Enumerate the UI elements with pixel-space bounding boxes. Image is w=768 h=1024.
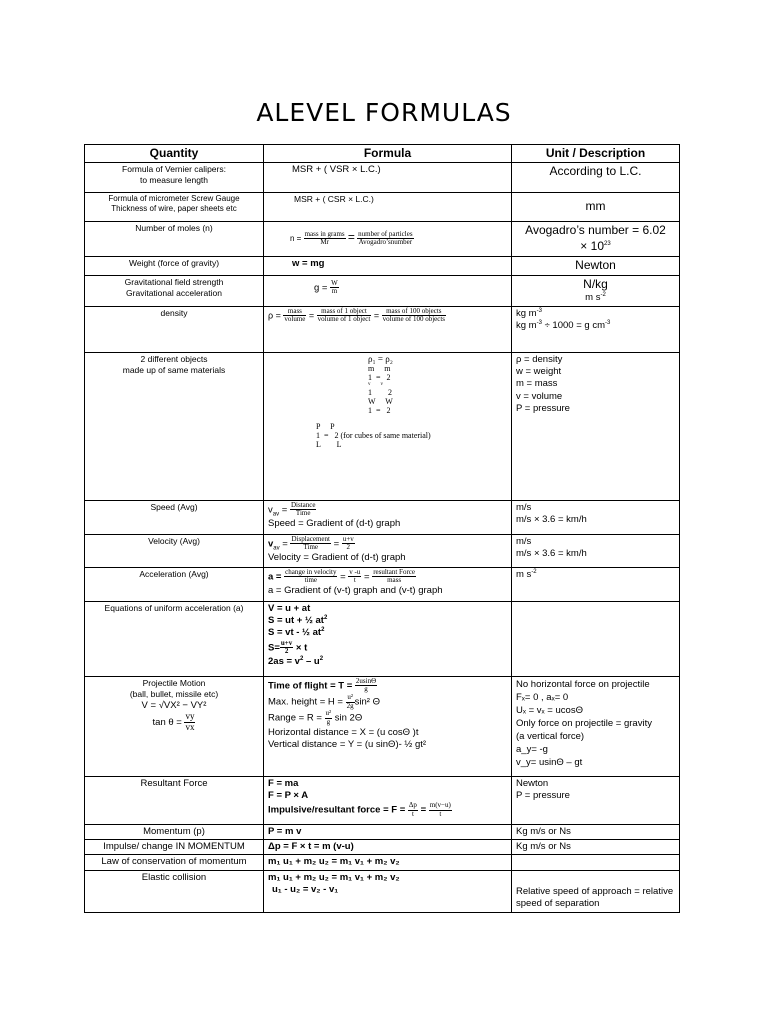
denominator: Time xyxy=(303,543,318,552)
exponent: 2 xyxy=(323,614,328,621)
fraction xyxy=(290,536,331,552)
formula-text xyxy=(268,627,507,639)
unit-cell xyxy=(512,257,680,276)
numerator: u+v xyxy=(342,534,354,543)
formula-cell xyxy=(264,601,512,676)
formula-part: Impulsive/resultant force = F = xyxy=(268,804,406,816)
equals: = xyxy=(281,504,288,516)
header-formula: Formula xyxy=(264,145,512,163)
denominator: t xyxy=(411,809,414,818)
formula-text: m₁ u₁ + m₂ u₂ = m₁ v₁ + m₂ v₂ xyxy=(268,871,400,883)
denominator: time xyxy=(304,576,318,585)
quantity-cell xyxy=(85,163,264,193)
denominator: vx xyxy=(185,721,195,732)
formula-text: Horizontal distance = X = (u cosΘ )t xyxy=(268,726,419,738)
formula-cell xyxy=(264,500,512,534)
quantity-cell xyxy=(85,676,264,776)
formula-part: – u xyxy=(303,655,320,667)
unit-text: According to L.C. xyxy=(549,164,642,178)
unit-text: Kg m/s or Ns xyxy=(516,825,571,837)
quantity-text: Equations of uniform acceleration (a) xyxy=(104,602,244,613)
formula-cell: ρ = $\frac{\text{mass}}{\text{volume}}$ = $\frac{\text{mass of 1 object}}{\text{volume of 1 object}}$ = $\frac{\text{mass of 100 objects}}{\text{volume of 100 objects}}$ xyxy=(264,306,512,352)
unit-text: Avogadro’s number = 6.02 xyxy=(525,223,666,237)
denominator: t xyxy=(353,576,356,585)
formula-text: Velocity = Gradient of (d-t) graph xyxy=(268,551,406,563)
fraction xyxy=(348,569,361,585)
quantity-cell xyxy=(85,855,264,870)
header-quantity: Quantity xyxy=(85,145,264,163)
formula-part: S = ut + ½ at xyxy=(268,614,324,626)
formula-text: V = u + at xyxy=(268,602,311,614)
formula-text: u₁ - u₂ = v₂ - v₁ xyxy=(272,883,339,895)
formula-text: 1 = 2 xyxy=(368,373,391,383)
unit-text: No horizontal force on projectile xyxy=(516,678,650,690)
formula-cell xyxy=(264,257,512,276)
quantity-text: Law of conservation of momentum xyxy=(101,856,247,868)
formula-lhs: g = xyxy=(314,282,328,294)
formula-text: 1 2 xyxy=(368,388,392,397)
table-row xyxy=(85,500,680,534)
formula-text: P P xyxy=(316,421,335,431)
formula-text: Speed = Gradient of (d-t) graph xyxy=(268,517,401,529)
quantity-text: Resultant Force xyxy=(140,777,208,789)
equals: = xyxy=(347,230,355,244)
unit-text: (a vertical force) xyxy=(516,730,585,742)
exponent: -2 xyxy=(600,292,606,299)
unit-text: ρ = density xyxy=(516,353,563,365)
formula-text: P = m v xyxy=(268,825,302,837)
fraction xyxy=(280,640,293,656)
table-row xyxy=(85,534,680,567)
quantity-text: Formula of micrometer Screw Gauge xyxy=(108,194,240,203)
formula-part: S= xyxy=(268,642,280,654)
formula-lhs: ρ = xyxy=(268,310,281,321)
unit-text: m/s xyxy=(516,535,532,547)
unit-part: ÷ 1000 = g cm xyxy=(544,319,605,331)
denominator: g xyxy=(326,717,331,726)
formula-cell xyxy=(264,776,512,824)
subscript: av xyxy=(273,545,280,552)
formula-part: v xyxy=(268,504,273,516)
formula-cell xyxy=(264,193,512,222)
formula-text xyxy=(268,615,507,627)
formula-lhs: n = xyxy=(290,234,302,243)
formula-text: W W xyxy=(368,397,393,407)
unit-part: kg m xyxy=(516,307,537,319)
formula-note: (for cubes of same material) xyxy=(340,430,431,440)
unit-text: v_y= usinΘ – gt xyxy=(516,757,583,769)
formula-cell xyxy=(264,352,512,500)
quantity-cell xyxy=(85,534,264,567)
formula-part: S = vt - ½ at xyxy=(268,627,322,639)
unit-text: Newton xyxy=(516,777,549,789)
fraction xyxy=(408,802,418,818)
quantity-cell xyxy=(85,275,264,306)
table-row xyxy=(85,257,680,276)
numerator: Distance xyxy=(290,500,316,509)
quantity-text: Speed (Avg) xyxy=(150,501,198,512)
fraction xyxy=(372,569,416,585)
table-row xyxy=(85,352,680,500)
table-row xyxy=(85,222,680,257)
quantity-text: Projectile Motion xyxy=(142,677,206,688)
formula-part: Max. height = H = xyxy=(268,696,343,708)
unit-text: m = mass xyxy=(516,378,558,390)
formula-text: a = $\frac{\text{change in velocity}}{\text{time}}$ = $\frac{v -u}{t}$ = $\frac{\text{resultant Force}}{\text{mass}}$ xyxy=(268,567,415,585)
formula-text: w = mg xyxy=(292,258,325,269)
quantity-cell xyxy=(85,257,264,276)
equals: = xyxy=(282,538,288,550)
quantity-text: Gravitational acceleration xyxy=(126,287,222,298)
fraction xyxy=(357,231,413,247)
denominator: Mr xyxy=(320,238,329,247)
table-row xyxy=(85,839,680,854)
unit-text xyxy=(516,320,675,332)
formula-cell xyxy=(264,163,512,193)
table-row xyxy=(85,824,680,839)
numerator: vy xyxy=(185,710,195,721)
unit-text: a_y= -g xyxy=(516,744,548,756)
quantity-text: Weight (force of gravity) xyxy=(128,258,220,268)
table-row xyxy=(85,193,680,222)
formula-part: × t xyxy=(295,642,308,654)
unit-cell xyxy=(512,306,680,352)
numerator: resultant Force xyxy=(373,567,415,576)
unit-part: kg m xyxy=(516,319,537,331)
formula-text xyxy=(316,431,507,440)
unit-cell xyxy=(512,776,680,824)
formula-part: Range = R = xyxy=(268,712,322,724)
formula-text: m₁ u₁ + m₂ u₂ = m₁ v₁ + m₂ v₂ xyxy=(268,856,400,868)
fraction xyxy=(283,308,306,324)
fraction xyxy=(346,694,355,710)
quantity-text: Number of moles (n) xyxy=(135,223,213,233)
fraction xyxy=(355,678,377,694)
quantity-text: Gravitational field strength xyxy=(124,276,224,287)
formula-text: F = ma xyxy=(268,777,299,789)
numerator: u² xyxy=(325,709,332,718)
quantity-text: to measure length xyxy=(139,175,209,186)
numerator: mass of 100 objects xyxy=(382,308,446,317)
exponent: 23 xyxy=(604,240,611,247)
numerator: mass in grams xyxy=(304,229,345,238)
denominator: 2 xyxy=(346,543,351,552)
denominator: volume xyxy=(284,315,306,324)
numerator: number of particles xyxy=(358,229,413,238)
unit-text: Relative speed of approach = relative speed of separation xyxy=(516,885,674,910)
table-header-row xyxy=(85,145,680,163)
unit-text: N/kg xyxy=(583,276,608,291)
fraction xyxy=(330,280,339,296)
unit-text xyxy=(516,292,675,304)
formula-text xyxy=(268,710,507,726)
quantity-cell xyxy=(85,193,264,222)
formula-cell xyxy=(264,839,512,854)
formula-text: F = P × A xyxy=(268,789,309,801)
denominator: volume of 1 object xyxy=(317,315,371,324)
table-row xyxy=(85,855,680,870)
formula-text: 1 = 2 xyxy=(368,406,391,416)
denominator: Avogadro’snumber xyxy=(358,238,413,247)
denominator: m xyxy=(331,287,338,296)
unit-text: m/s × 3.6 = km/h xyxy=(516,513,587,525)
unit-text xyxy=(516,239,675,255)
denominator: 2 xyxy=(284,647,289,656)
exponent: -3 xyxy=(604,319,611,326)
formula-part: Time of flight = T = xyxy=(268,680,353,692)
denominator: 2g xyxy=(346,701,354,710)
fraction xyxy=(317,308,372,324)
quantity-text: Thickness of wire, paper sheets etc xyxy=(111,204,237,214)
quantity-text: density xyxy=(160,307,188,318)
unit-cell xyxy=(512,676,680,776)
unit-cell xyxy=(512,275,680,306)
fraction xyxy=(304,231,346,247)
formula-text xyxy=(268,656,507,668)
unit-text: m s xyxy=(516,568,532,580)
quantity-text: Formula of Vernier calipers: xyxy=(122,164,226,174)
unit-text: Newton xyxy=(575,258,616,272)
formula-cell xyxy=(264,275,512,306)
formula-cell xyxy=(264,870,512,912)
unit-cell xyxy=(512,567,680,601)
subscript: av xyxy=(272,511,280,518)
unit-cell xyxy=(512,534,680,567)
table-row xyxy=(85,676,680,776)
numerator: v -u xyxy=(349,567,361,576)
quantity-cell xyxy=(85,776,264,824)
table-row xyxy=(85,601,680,676)
denominator: volume of 100 objects xyxy=(382,315,446,324)
formula-cell xyxy=(264,534,512,567)
formula-text: Impulsive/resultant force = F = $\frac{\Delta p}{t}$ = $\frac{m(v-u)}{t}$ xyxy=(268,801,451,818)
formula-text: Vertical distance = Y = (u sinΘ)- ½ gt² xyxy=(268,738,427,750)
numerator: Displacement xyxy=(291,534,330,543)
quantity-cell xyxy=(85,824,264,839)
header-unit: Unit / Description xyxy=(512,145,680,163)
formula-part: tan θ = xyxy=(152,716,182,728)
numerator: Δp xyxy=(408,801,417,810)
unit-cell xyxy=(512,824,680,839)
quantity-cell xyxy=(85,567,264,601)
unit-cell xyxy=(512,352,680,500)
table-row xyxy=(85,306,680,352)
quantity-cell xyxy=(85,870,264,912)
unit-text: w = weight xyxy=(516,365,562,377)
fraction xyxy=(284,569,337,585)
page-title: ALEVEL FORMULAS xyxy=(256,98,512,127)
denominator: t xyxy=(439,809,442,818)
numerator: mass xyxy=(283,308,306,317)
formula-text: L L xyxy=(316,439,342,449)
formula-cell xyxy=(264,567,512,601)
formula-part: sin 2Θ xyxy=(334,712,363,724)
denominator: Time xyxy=(295,509,311,518)
formula-text: a = Gradient of (v-t) graph and (v-t) graph xyxy=(268,584,443,596)
unit-cell xyxy=(512,193,680,222)
formula-cell xyxy=(264,824,512,839)
table-row xyxy=(85,567,680,601)
quantity-text: Impulse/ change IN MOMENTUM xyxy=(103,840,245,852)
formula-text: $v_{av}$ = $\frac{\text{Displacement}}{\text{Time}}$ = $\frac{u+v}{2}$ xyxy=(268,534,354,552)
unit-text: Kg m/s or Ns xyxy=(516,840,571,852)
unit-text: mm xyxy=(585,199,606,214)
numerator: W xyxy=(331,278,338,287)
quantity-text xyxy=(89,712,259,733)
formula-cell xyxy=(264,222,512,257)
quantity-cell xyxy=(85,500,264,534)
exponent: -3 xyxy=(536,319,542,326)
unit-text: Uₓ = vₓ = ucosΘ xyxy=(516,704,583,716)
numerator: m(v−u) xyxy=(429,801,451,810)
formula-text xyxy=(268,502,507,518)
formula-text: Δp = F × t = m (v-u) xyxy=(268,840,354,852)
formula-text: MSR + ( CSR × L.C.) xyxy=(294,194,374,204)
unit-cell xyxy=(512,222,680,257)
formula-text: ρ₁ = ρ₂ xyxy=(368,353,393,364)
unit-text: P = pressure xyxy=(516,789,570,801)
formula-part: v xyxy=(268,538,274,550)
formula-text: m m xyxy=(368,363,391,373)
exponent: -2 xyxy=(531,568,537,575)
unit-part: m s xyxy=(585,292,601,304)
table-row xyxy=(85,163,680,193)
unit-text: v = volume xyxy=(516,390,563,402)
quantity-text: Elastic collision xyxy=(141,871,207,883)
unit-cell xyxy=(512,163,680,193)
formula-table xyxy=(84,144,680,913)
unit-text: m/s × 3.6 = km/h xyxy=(516,547,587,559)
fraction xyxy=(342,536,355,552)
unit-part: × 10 xyxy=(580,238,604,253)
quantity-text: Acceleration (Avg) xyxy=(139,568,209,579)
unit-text: P = pressure xyxy=(516,402,570,414)
numerator: mass of 1 object xyxy=(317,308,372,317)
unit-cell xyxy=(512,601,680,676)
quantity-cell xyxy=(85,222,264,257)
formula-text xyxy=(268,640,507,656)
fraction xyxy=(429,802,452,818)
formula-text: v v xyxy=(368,382,383,388)
table-row xyxy=(85,275,680,306)
exponent: -3 xyxy=(536,307,542,314)
numerator: 2usinΘ xyxy=(355,676,377,685)
denominator: g xyxy=(364,685,368,694)
quantity-text: Momentum (p) xyxy=(143,825,205,837)
formula-part: a = xyxy=(268,571,282,583)
fraction xyxy=(290,502,317,518)
unit-cell xyxy=(512,855,680,870)
fraction xyxy=(184,712,195,733)
quantity-cell xyxy=(85,306,264,352)
unit-text: m/s xyxy=(516,501,532,513)
exponent: 2 xyxy=(321,627,325,634)
quantity-text: (ball, bullet, missile etc) xyxy=(129,688,219,699)
formula-cell xyxy=(264,855,512,870)
numerator: u² xyxy=(347,692,353,701)
quantity-text: 2 different objects xyxy=(140,353,208,364)
quantity-cell xyxy=(85,839,264,854)
unit-cell xyxy=(512,870,680,912)
exponent: 2 xyxy=(299,655,304,662)
unit-cell xyxy=(512,500,680,534)
unit-cell xyxy=(512,839,680,854)
exponent: 2 xyxy=(319,655,324,662)
unit-text: Only force on projectile = gravity xyxy=(516,717,652,729)
table-row xyxy=(85,870,680,912)
quantity-text: Velocity (Avg) xyxy=(148,535,200,546)
formula-cell xyxy=(264,676,512,776)
quantity-text: V = √VX² − VY² xyxy=(141,699,207,711)
quantity-cell xyxy=(85,601,264,676)
numerator: change in velocity xyxy=(285,567,337,576)
unit-text xyxy=(516,308,675,320)
fraction xyxy=(382,308,446,324)
formula-part: 2as = v xyxy=(268,655,300,667)
numerator: u+v xyxy=(280,638,293,647)
table-row xyxy=(85,776,680,824)
fraction xyxy=(325,710,333,726)
denominator: mass xyxy=(387,576,402,585)
formula-part: 1 = 2 xyxy=(316,430,339,440)
formula-text: MSR + ( VSR × L.C.) xyxy=(292,164,381,175)
formula-text xyxy=(268,678,507,694)
formula-part: sin² Θ xyxy=(354,696,380,708)
unit-text: Fₓ= 0 , aₓ= 0 xyxy=(516,691,569,703)
quantity-text: made up of same materials xyxy=(122,364,226,375)
formula-text xyxy=(268,694,507,710)
quantity-cell xyxy=(85,352,264,500)
